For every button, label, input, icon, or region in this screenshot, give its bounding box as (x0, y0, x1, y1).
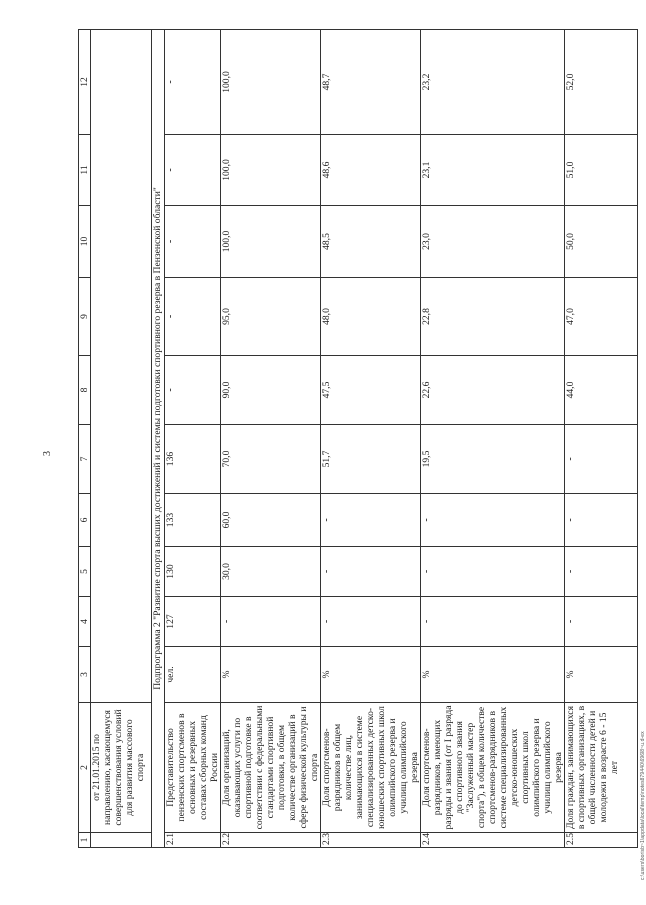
column-number: 4 (79, 597, 91, 647)
page-number: 3 (42, 451, 53, 456)
subprogram-title: Подпрограмма 2 "Развитие спорта высших достижений и системы подготовки спортивного резерва в Пензенской области" (152, 30, 165, 848)
value-cell: 48,6 (321, 135, 421, 206)
row-number: 2.3 (321, 833, 421, 848)
row-number: 2.5 (565, 833, 638, 848)
continuation-num-cell (91, 833, 152, 848)
value-cell: 60,0 (221, 494, 321, 547)
file-path-footer: c:\users\borisb~1\appdata\local\temp\notes879440\696l8~u.d-ex (640, 731, 646, 880)
indicator-name: Доля организаций, оказывающих услуги по спортивной подготовке в соответствии с федеральными стандартами спортивной подготовки, в общем количестве организаций в сфере физической культуры и спорта (221, 703, 321, 833)
value-cell: - (165, 278, 221, 356)
value-cell: 48,5 (321, 206, 421, 278)
column-number: 11 (79, 135, 91, 206)
value-cell: - (165, 135, 221, 206)
value-cell: 133 (165, 494, 221, 547)
value-cell: 136 (165, 425, 221, 494)
row-number: 2.1 (165, 833, 221, 848)
rotated-table-container (78, 30, 620, 848)
indicators-table (78, 29, 638, 848)
value-cell: - (165, 356, 221, 425)
value-cell: 130 (165, 547, 221, 597)
value-cell: 30,0 (221, 547, 321, 597)
value-cell: - (565, 494, 638, 547)
value-cell: - (421, 597, 565, 647)
table-row (321, 30, 421, 848)
indicator-name: Доля граждан, занимающихся в спортивных организациях, в общей численности детей и молодежи в возрасте 6 - 15 лет (565, 703, 638, 833)
column-number: 10 (79, 206, 91, 278)
unit-cell: % (421, 647, 565, 703)
value-cell: 47,5 (321, 356, 421, 425)
value-cell: - (421, 547, 565, 597)
value-cell: 127 (165, 597, 221, 647)
value-cell: 23,1 (421, 135, 565, 206)
value-cell: - (221, 597, 321, 647)
value-cell: - (321, 547, 421, 597)
value-cell: 50,0 (565, 206, 638, 278)
value-cell: - (321, 494, 421, 547)
value-cell: 90,0 (221, 356, 321, 425)
unit-cell: % (221, 647, 321, 703)
unit-cell: % (321, 647, 421, 703)
column-number: 9 (79, 278, 91, 356)
value-cell: 23,0 (421, 206, 565, 278)
continuation-row (91, 30, 152, 848)
row-number: 2.2 (221, 833, 321, 848)
value-cell: - (165, 30, 221, 135)
value-cell: 100,0 (221, 30, 321, 135)
subprogram-row (152, 30, 165, 848)
column-number: 12 (79, 30, 91, 135)
value-cell: 23,2 (421, 30, 565, 135)
indicator-name: Доля спортсменов-разрядников, имеющих разряды и звания (от I разряда до спортивного звания "Заслуженный мастер спорта"), в общем количестве спортсменов-разрядников в системе специализированных детско-юношеских спортивных школ олимпийского резерва и училищ олимпийского резерва (421, 703, 565, 833)
value-cell: 70,0 (221, 425, 321, 494)
column-number: 5 (79, 547, 91, 597)
value-cell: 22,8 (421, 278, 565, 356)
value-cell: 95,0 (221, 278, 321, 356)
value-cell: - (165, 206, 221, 278)
table-row (565, 30, 638, 848)
value-cell: 22,6 (421, 356, 565, 425)
value-cell: - (421, 494, 565, 547)
value-cell: - (565, 597, 638, 647)
indicator-name: Представительство пензенских спортсменов в основных и резервных составах сборных команд России (165, 703, 221, 833)
continuation-empty-cell (91, 30, 152, 703)
value-cell: 19,5 (421, 425, 565, 494)
table-row (221, 30, 321, 848)
continuation-text: от 21.01.2015 по направлению, касающемуся совершенствования условий для развития массового спорта (91, 703, 152, 833)
column-number: 3 (79, 647, 91, 703)
value-cell: - (565, 425, 638, 494)
column-number: 8 (79, 356, 91, 425)
value-cell: 51,0 (565, 135, 638, 206)
value-cell: 100,0 (221, 206, 321, 278)
column-number: 2 (79, 703, 91, 833)
column-number: 6 (79, 494, 91, 547)
value-cell: 47,0 (565, 278, 638, 356)
table-body (79, 30, 638, 848)
indicator-name: Доля спортсменов-разрядников в общем количестве лиц, занимающихся в системе специализированных детско-юношеских спортивных школ олимпийского резерва и училищ олимпийского резерва (321, 703, 421, 833)
column-number: 7 (79, 425, 91, 494)
column-number-row (79, 30, 91, 848)
value-cell: 51,7 (321, 425, 421, 494)
value-cell: 44,0 (565, 356, 638, 425)
value-cell: 52,0 (565, 30, 638, 135)
value-cell: - (321, 597, 421, 647)
value-cell: 48,0 (321, 278, 421, 356)
value-cell: 100,0 (221, 135, 321, 206)
row-number: 2.4 (421, 833, 565, 848)
table-row (421, 30, 565, 848)
value-cell: - (565, 547, 638, 597)
value-cell: 48,7 (321, 30, 421, 135)
table-row (165, 30, 221, 848)
unit-cell: чел. (165, 647, 221, 703)
unit-cell: % (565, 647, 638, 703)
column-number: 1 (79, 833, 91, 848)
